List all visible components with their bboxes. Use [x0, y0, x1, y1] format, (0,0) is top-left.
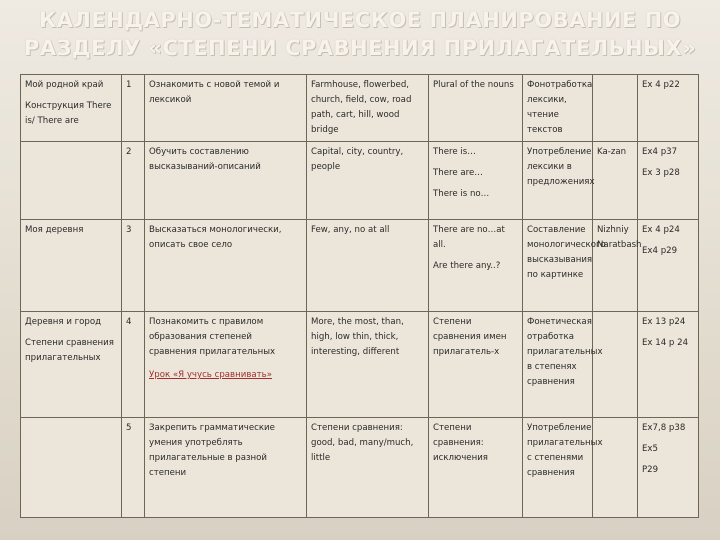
topic-text: Мой родной край	[25, 80, 104, 90]
homework-text: Ex 4 p22	[642, 80, 680, 90]
planning-table	[20, 74, 699, 518]
extra-cell	[593, 75, 638, 142]
topic-cell	[21, 418, 122, 518]
phonetics-cell: Составление монологического высказывания по картинке	[523, 220, 593, 312]
lesson-number: 3	[122, 220, 145, 312]
topic-subtext: Конструкция There is/ There are	[25, 101, 112, 126]
lesson-link[interactable]: Урок «Я учусь сравнивать»	[149, 370, 272, 380]
table-row	[21, 418, 699, 518]
table-row	[21, 75, 699, 142]
topic-cell	[21, 142, 122, 220]
extra-cell	[593, 418, 638, 518]
extra-cell: Ka-zan	[593, 142, 638, 220]
grammar-text: Are there any..?	[433, 261, 501, 271]
lesson-number: 4	[122, 312, 145, 418]
grammar-text: There is…	[433, 147, 476, 157]
vocabulary-cell: Farmhouse, flowerbed, church, field, cow, road path, cart, hill, wood bridge	[307, 75, 429, 142]
extra-cell	[593, 312, 638, 418]
grammar-cell	[429, 142, 523, 220]
vocabulary-cell: Few, any, no at all	[307, 220, 429, 312]
goal-cell: Высказаться монологически, описать свое село	[145, 220, 307, 312]
topic-cell: Моя деревня	[21, 220, 122, 312]
homework-text: Ex 13 p24	[642, 317, 686, 327]
lesson-number: 2	[122, 142, 145, 220]
homework-text: Ex 14 p 24	[642, 338, 689, 348]
homework-text: Ex4 p37	[642, 147, 678, 157]
topic-cell	[21, 75, 122, 142]
table-row	[21, 142, 699, 220]
title-line-2: РАЗДЕЛУ «СТЕПЕНИ СРАВНЕНИЯ ПРИЛАГАТЕЛЬНЫХ»	[23, 36, 697, 60]
phonetics-cell: Фонотработка лексики, чтение текстов	[523, 75, 593, 142]
lesson-number: 5	[122, 418, 145, 518]
homework-cell	[638, 142, 699, 220]
phonetics-cell: Употребление прилагательных с степенями сравнения	[523, 418, 593, 518]
table-row	[21, 220, 699, 312]
goal-text: Познакомить с правилом образования степеней сравнения прилагательных	[149, 317, 276, 357]
grammar-cell: Степени сравнения имен прилагатель-х	[429, 312, 523, 418]
vocabulary-cell: More, the most, than, high, low thin, thick, interesting, different	[307, 312, 429, 418]
topic-subtext: Степени сравнения прилагательных	[25, 338, 114, 363]
slide-title	[0, 6, 720, 62]
homework-text: Ex7,8 p38	[642, 423, 686, 433]
goal-cell	[145, 312, 307, 418]
lesson-number: 1	[122, 75, 145, 142]
homework-cell	[638, 75, 699, 142]
title-line-1: КАЛЕНДАРНО-ТЕМАТИЧЕСКОЕ ПЛАНИРОВАНИЕ ПО	[38, 8, 682, 32]
grammar-cell: Plural of the nouns	[429, 75, 523, 142]
table-row	[21, 312, 699, 418]
homework-text: Ex 4 p24	[642, 225, 680, 235]
goal-cell: Обучить составлению высказываний-описаний	[145, 142, 307, 220]
homework-cell	[638, 220, 699, 312]
homework-cell	[638, 312, 699, 418]
homework-text: Ex 3 p28	[642, 168, 680, 178]
vocabulary-cell: Степени сравнения: good, bad, many/much, little	[307, 418, 429, 518]
homework-cell	[638, 418, 699, 518]
vocabulary-cell: Capital, city, country, people	[307, 142, 429, 220]
grammar-text: There is no…	[433, 189, 490, 199]
phonetics-cell: Употребление лексики в предложениях	[523, 142, 593, 220]
homework-text: P29	[642, 465, 659, 475]
grammar-text: There are…	[433, 168, 483, 178]
homework-text: Ex4 p29	[642, 246, 678, 256]
homework-text: Ex5	[642, 444, 658, 454]
goal-cell: Ознакомить с новой темой и лексикой	[145, 75, 307, 142]
grammar-cell: Степени сравнения: исключения	[429, 418, 523, 518]
grammar-text: There are no…at all.	[433, 225, 505, 250]
phonetics-cell: Фонетическая отработка прилагательных в степенях сравнения	[523, 312, 593, 418]
topic-cell	[21, 312, 122, 418]
grammar-cell	[429, 220, 523, 312]
topic-text: Деревня и город	[25, 317, 102, 327]
extra-cell: Nizhniy Naratbash	[593, 220, 638, 312]
goal-cell: Закрепить грамматические умения употреблять прилагательные в разной степени	[145, 418, 307, 518]
